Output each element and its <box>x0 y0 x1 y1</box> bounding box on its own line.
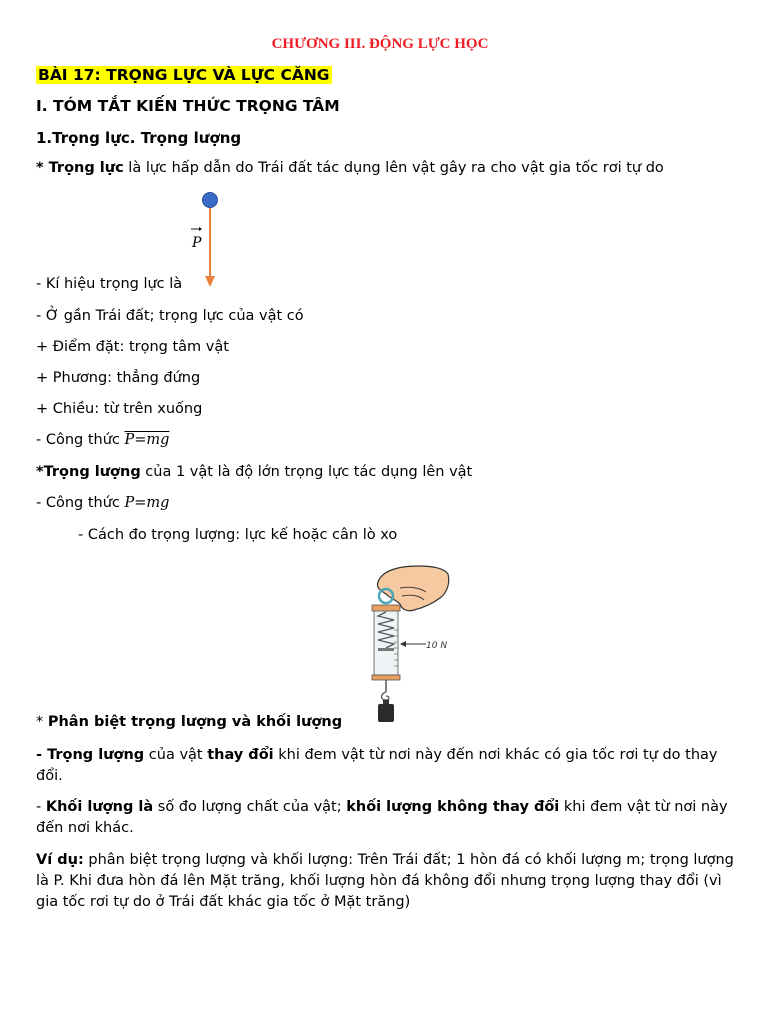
weight-definition <box>36 464 472 480</box>
weight-para-term: - Trọng lượng <box>36 747 145 763</box>
lesson-title: BÀI 17: TRỌNG LỰC VÀ LỰC CĂNG <box>38 66 330 84</box>
hook-icon <box>382 692 390 700</box>
vector-formula: P=mg <box>124 432 170 448</box>
scale-reading-label: 10 N <box>426 641 448 651</box>
weight-para-emph: thay đổi <box>207 747 274 763</box>
spring-scale-figure <box>360 560 460 726</box>
gravity-text: là lực hấp dẫn do Trái đất tác dụng lên vật gây ra cho vật gia tốc rơi tự do <box>123 160 664 176</box>
mass-para-dash: - <box>36 799 46 815</box>
weight-block-icon <box>378 704 394 722</box>
example-text: phân biệt trọng lượng và khối lượng: Trên Trái đất; 1 hòn đá có khối lượng m; trọng lượng là P. Khi đưa hòn đá lên Mặt trăng, khối lượng hòn đá không đổi nhưng trọng lượng thay đổi (vì gia tốc rơi tự do ở Trái đất khác gia tốc ở Mặt trăng) <box>36 852 734 910</box>
mass-para-emph: khối lượng không thay đổi <box>346 799 560 815</box>
scalar-formula-line <box>36 495 169 511</box>
section-title: I. TÓM TẮT KIẾN THỨC TRỌNG TÂM <box>36 97 340 115</box>
weight-para-text-2: khi đem vật từ nơi này đến nơi khác có gia tốc rơi tự do thay đổi. <box>36 747 718 784</box>
chapter-title: CHƯƠNG III. ĐỘNG LỰC HỌC <box>271 36 489 52</box>
scalar-formula-prefix: - Công thức <box>36 495 125 511</box>
distinguish-title <box>36 714 342 730</box>
near-earth-line: - Ở gần Trái đất; trọng lực của vật có <box>36 308 304 324</box>
direction-line: + Phương: thẳng đứng <box>36 370 201 386</box>
mass-para-term: Khối lượng là <box>45 799 154 815</box>
gravity-definition <box>36 160 664 176</box>
weight-paragraph <box>36 745 736 787</box>
gravity-term: * Trọng lực <box>36 160 124 176</box>
distinguish-prefix: * <box>36 714 48 730</box>
example-label: Ví dụ: <box>36 852 84 868</box>
mass-paragraph <box>36 797 736 839</box>
subsection-title: 1.Trọng lực. Trọng lượng <box>36 129 242 147</box>
weight-text: của 1 vật là độ lớn trọng lực tác dụng lên vật <box>140 464 473 480</box>
vector-formula-line <box>36 432 169 448</box>
weight-term: *Trọng lượng <box>36 464 141 480</box>
example-paragraph <box>36 850 736 913</box>
scalar-formula: P=mg <box>124 495 170 511</box>
vector-label-p: P <box>192 235 202 251</box>
scale-tube-icon <box>374 611 398 675</box>
measure-line: - Cách đo trọng lượng: lực kế hoặc cân lò xo <box>78 527 398 543</box>
sense-line: + Chiều: từ trên xuống <box>36 401 203 417</box>
gravity-arrow-head <box>205 276 215 287</box>
mass-para-text-1: số đo lượng chất của vật; <box>153 799 347 815</box>
symbol-line: - Kí hiệu trọng lực là <box>36 276 183 292</box>
ball-icon <box>203 193 218 208</box>
weight-para-text-1: của vật <box>144 747 208 763</box>
application-point-line: + Điểm đặt: trọng tâm vật <box>36 339 229 355</box>
vector-formula-prefix: - Công thức <box>36 432 125 448</box>
distinguish-heading: Phân biệt trọng lượng và khối lượng <box>47 714 343 730</box>
gravity-vector-figure <box>180 188 240 292</box>
mass-para-text-2: khi đem vật từ nơi này đến nơi khác. <box>36 799 728 836</box>
